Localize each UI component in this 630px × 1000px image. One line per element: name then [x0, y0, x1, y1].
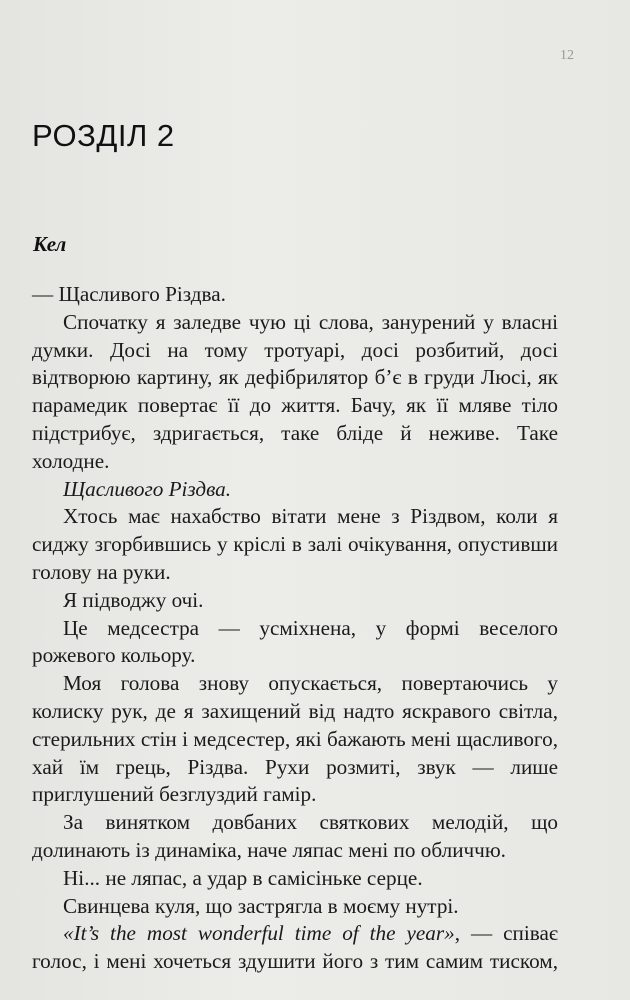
- paragraph: — Щасливого Різдва.: [32, 282, 226, 306]
- paragraph: [32, 476, 558, 504]
- paragraph: Це медсестра — усміхнена, у формі веселого рожевого кольору.: [32, 615, 558, 668]
- paragraph: [32, 920, 558, 976]
- paragraph: Моя голова знову опускається, повертаючись у колиску рук, де я захищений від надто яскравого світла, стерильних стін і медсестер, які бажають мені щасливого, хай їм грець, Різдва. Рухи розмиті, звук — лише приглушений безглуздий гамір.: [32, 671, 558, 807]
- paragraph: Ні... не ляпас, а удар в самісіньке серце.: [63, 865, 423, 890]
- paragraph: За винятком довбаних святкових мелодій, що долинають із динаміка, наче ляпас мені по обличчю.: [32, 810, 558, 862]
- paragraph: Хтось має нахабство вітати мене з Різдвом, коли я сиджу згорбившись у кріслі в залі очікування, опустивши голову на руки.: [32, 504, 558, 584]
- paragraph-continuation: , — співає голос, і мені хочеться здушити його з тим самим тиском,: [32, 921, 559, 974]
- chapter-title: РОЗДІЛ 2: [32, 118, 175, 153]
- song-quote: «It’s the most wonderful time of the year»: [63, 921, 455, 946]
- paragraph: Я підводжу очі.: [63, 587, 204, 612]
- chapter-body-text: [32, 281, 558, 976]
- italic-phrase: Щасливого Різдва.: [63, 476, 232, 501]
- pov-character-name: Кел: [33, 232, 67, 256]
- page-number: 12: [560, 48, 574, 63]
- paragraph: Свинцева куля, що застрягла в моєму нутрі.: [63, 893, 459, 918]
- paragraph: Спочатку я заледве чую ці слова, занурений у власні думки. Досі на тому тротуарі, досі розбитий, досі відтворюю картину, як дефібрилятор б’є в груди Люсі, як парамедик повертає її до життя. Бачу, як її мляве тіло підстрибує, здригається, таке бліде й неживе. Таке холодне.: [32, 309, 558, 473]
